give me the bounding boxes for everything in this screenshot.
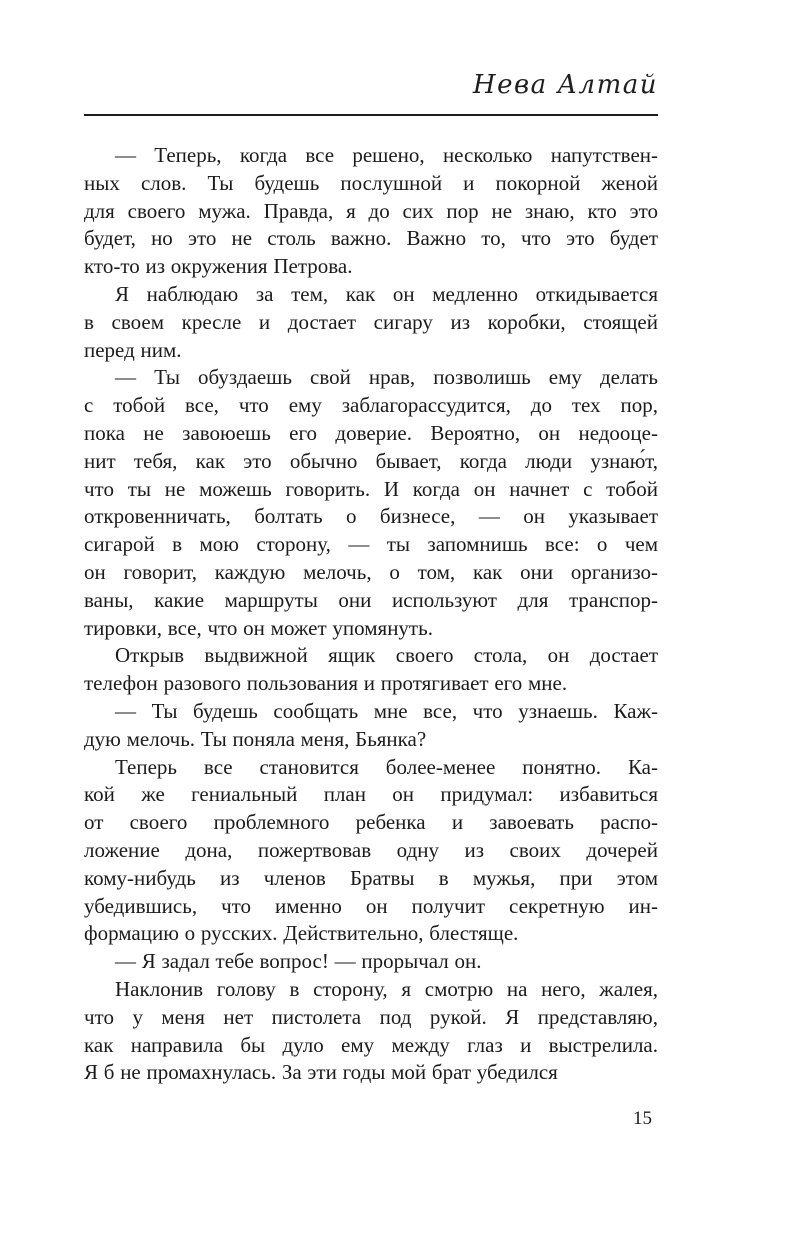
- text-line: пока не завоюешь его доверие. Вероятно, он недооце-: [84, 420, 658, 445]
- text-line: Я б не промахнулась. За эти годы мой брат убедился: [84, 1060, 558, 1085]
- text-line: — Ты обуздаешь свой нрав, позволишь ему делать: [115, 365, 658, 390]
- text-line: будет, но это не столь важно. Важно то, что это будет: [84, 226, 658, 251]
- text-line: как направила бы дуло ему между глаз и выстрелила.: [84, 1032, 658, 1057]
- text-line: откровенничать, болтать о бизнесе, — он указывает: [84, 504, 658, 529]
- text-line: ложение дона, пожертвовав одну из своих дочерей: [84, 837, 658, 862]
- text-line: формацию о русских. Действительно, блестяще.: [84, 921, 519, 946]
- paragraph: [84, 698, 658, 754]
- paragraph: [84, 976, 658, 1087]
- text-line: ваны, какие маршруты они используют для транспор-: [84, 587, 658, 612]
- text-line: телефон разового пользования и протягивает его мне.: [84, 671, 568, 696]
- text-line: тировки, все, что он может упомянуть.: [84, 615, 433, 640]
- page-number: 15: [633, 1108, 652, 1129]
- text-line: — Теперь, когда все решено, несколько напутствен-: [115, 143, 658, 167]
- paragraph: [84, 142, 658, 281]
- paragraph: [84, 642, 658, 698]
- header-rule: [84, 114, 658, 116]
- text-line: что у меня нет пистолета под рукой. Я представляю,: [84, 1004, 658, 1029]
- text-line: убедившись, что именно он получит секретную ин-: [84, 893, 658, 918]
- text-line: Я наблюдаю за тем, как он медленно откидывается: [115, 281, 658, 306]
- text-line: Наклонив голову в сторону, я смотрю на него, жалея,: [115, 976, 658, 1001]
- running-header-author: Нева Алтай: [472, 70, 658, 100]
- text-line: Теперь все становится более-менее понятно. Ка-: [115, 754, 658, 779]
- text-line: что ты не можешь говорить. И когда он начнет с тобой: [84, 476, 658, 501]
- text-line: Открыв выдвижной ящик своего стола, он достает: [115, 643, 658, 668]
- paragraph: [84, 948, 658, 976]
- text-line: от своего проблемного ребенка и завоевать распо-: [84, 810, 658, 835]
- text-line: ных слов. Ты будешь послушной и покорной женой: [84, 170, 658, 195]
- body-text: [84, 142, 658, 1087]
- text-line: в своем кресле и достает сигару из коробки, стоящей: [84, 309, 658, 334]
- text-line: кой же гениальный план он придумал: избавиться: [84, 782, 658, 807]
- text-line: с тобой все, что ему заблагорассудится, до тех пор,: [84, 393, 658, 418]
- paragraph: [84, 281, 658, 364]
- text-line: перед ним.: [84, 337, 182, 362]
- text-line: нит тебя, как это обычно бывает, когда люди узнаю́т,: [84, 448, 658, 473]
- text-line: кто-то из окружения Петрова.: [84, 254, 353, 279]
- paragraph: [84, 754, 658, 949]
- text-block: [84, 0, 658, 1087]
- paragraph: [84, 364, 658, 642]
- text-line: дую мелочь. Ты поняла меня, Бьянка?: [84, 726, 427, 751]
- text-line: — Ты будешь сообщать мне все, что узнаешь. Каж-: [115, 698, 658, 723]
- text-line: он говорит, каждую мелочь, о том, как они организо-: [84, 559, 658, 584]
- text-line: — Я задал тебе вопрос! — прорычал он.: [115, 949, 482, 974]
- text-line: для своего мужа. Правда, я до сих пор не знаю, кто это: [84, 198, 658, 223]
- text-line: кому-нибудь из членов Братвы в мужья, при этом: [84, 865, 658, 890]
- text-line: сигарой в мою сторону, — ты запомнишь все: о чем: [84, 532, 658, 557]
